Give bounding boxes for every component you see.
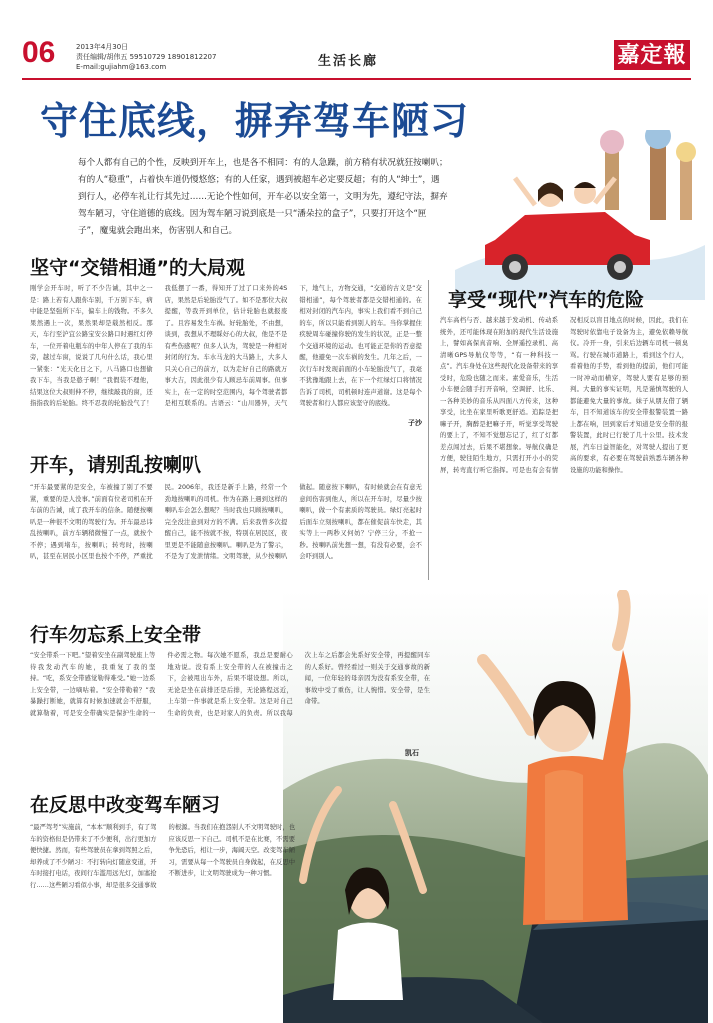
- section-body-2: 汽车高档与否、越来越于发动机、传动系统外，还可能体现在附加的现代生活设施上，譬如高保真音响、全屏遥控录机、高清晰GPS导航仪等等，“有一种科技一点”。汽车身处在这些现代化设备带来的享受时，危险也随之而来。素爱音乐，生活小车便会随手打开音响，空调舒、比乐、一各种美妙的音乐从四面八方传来，这种享受，比坐在家里听歌更舒适。追踪是把嘛子开，胸醉是把嘛子开，听觉享受驾驶的要上了，不知不觉想忘记了，红了灯都差点闯过去，后果不堪想象。导航仪确是方便，驶往陌生地方，只需打开小小的荧屏，转弯直行听它指挥。可是也有会有情况相反以盲目地点的时候，因此，我们在驾驶时依靠电子设备为主，避免依赖导航仪。冷开一身，引来后边辆车司机一顿臭骂。行驶在城市道路上，看到这个行人，看着他的手势，看到他的提前，他们可能一时冲动而横穿，驾驶人要有足够的预判。大量的事实证明，凡是谨慎驾驶的人都能避免大量的事故。妹子从朋友借了辆车，目不知道该车的安全带报警装置一路上都在响，回到家后才知道是安全带的报警装置，此时已行驶了几十公里。技术发展，汽车日益智能化，对驾驶人提出了更高的要求，有必要在驾驶前熟悉车辆各种设施的功能和操作。: [440, 317, 688, 474]
- car-couple-illustration: [455, 130, 705, 300]
- section-title-3: 开车，请别乱按喇叭: [30, 454, 202, 476]
- section-title-4: 行车勿忘系上安全带: [30, 624, 202, 646]
- header-meta: [76, 42, 216, 72]
- section-title-2: 享受“现代”汽车的危险: [448, 289, 644, 311]
- section-body-4: “安全带系一下吧。”望着安坐在副驾驶座上等待我发动汽车的她，我重复了我的坚持。“吃，系安全带感觉勒得难受。”她一边系上安全带，一边嘀咕着。“安全带勒着？”我暴躁打断她，就算有时候加速就会不舒服，就算勒着，可是安全带确实是保护生命的一件必需之物。每次她不愿系，我总是要耐心地劝说。没有系上安全带的人在被撞击之下，会被甩出车外，后果不堪设想。所以，无论是坐在前排还是后排，无论路程远近，上车第一件事就是系上安全带。这是对自己生命的负责，也是对家人的负责。所以我每次上车之后都会先系好安全带，再提醒同车的人系好。曾经看过一则关于交通事故的新闻，一位年轻的母亲因为没有系安全带，在事故中受了重伤，让人惋惜。安全带，是生命带。: [30, 652, 430, 717]
- section-name: 生活长廊: [318, 54, 379, 69]
- issue-date: 2013年4月30日: [76, 43, 129, 51]
- editor-info: 责任编辑/胡伟五 59510729 18901812207: [76, 53, 217, 61]
- newspaper-logo: 嘉定報: [614, 40, 690, 70]
- section-title-5: 在反思中改变驾车陋习: [30, 794, 221, 816]
- editor-email: E-mail:gujiahm@163.com: [76, 63, 167, 71]
- section-title-1: 坚守“交错相通”的大局观: [30, 257, 245, 279]
- main-headline: 守住底线，摒弃驾车陋习: [40, 99, 470, 143]
- section-body-5: “最严驾考”实施前，“本本”顺利到手，有了驾车的资格但是仍带来了不少便利，出行更加方便快捷。然而，有些驾驶员在拿到驾照之后，却养成了不少陋习：不打转向灯随意变道，开车时接打电话，夜间行车滥用远光灯，加塞抢行……这些陋习看似小事，却是很多交通事故的根源。当我们在抱怨别人不文明驾驶时，也应该反思一下自己。司机不是在比赛，不需要争先恐后，相让一步，海阔天空。改变驾车陋习，需要从每一个驾驶员自身做起，在反思中不断进步，让文明驾驶成为一种习惯。: [30, 824, 295, 889]
- page-number: 06: [22, 36, 56, 69]
- section-body-1: 刚学会开车时，听了不少告诫，其中之一是：路上若有人跟你车别，千万别下车，病中能是坚强所下车，偏车上的钱物。不多久果然遇上一次，果然果却是载然相反。那天，车行至沪宜公路宝安公路口时遇红灯停车，一位开着电瓶车的中年人停在了我的车旁，越过车窗，说说了几句什么话，我心里一紧张：“光天化日之下，八马路口也想偷我下车，当我是憨子啊！”我假装不理他，结果这位大叔则伸不停，继续敲我的窗，还指指我的后轮胎。终不忍我的轮胎没气了！我低摆了一番，得知开了过了口来外的4S店，果然是后轮胎没气了。如不是那位大叔提醒，等我开到单位，估计轮胎也就报废了。且容易发生车祸。好轮胎处，不由想，谈到，我想从不理睬好心的大叔，他是不是有些伤感呢？但多人认为，驾驶是一种相对封闭的行为。车水马龙的大马路上，大多人只关心自己的前方，以为走好自己的路就万事大吉，因此很少有人顾忌车前周事。但事实上，在一定的时空范围内，每个驾驶者都是相互联系的。古语云：“山川器异，天气下，地气上，方物交通，“交通的古义是“交错相通”，每个驾驶者都是交错相通的。在相对封闭的汽车内，事实上我们看不到自己的车，所以只能看到别人的车。当你掌握住疾驶周车碰撞你驶的发生的状况，正是一整个交通环境的运动。也可能正是你的否意提醒，他避免一次车祸的发生。几年之后，一次行车时发现前面的小车轮胎没气了，我毫不犹豫地跟上去，在下一个红绿灯口将情况告诉了司机，司机顿时连声道谢。这是每个驾驶者和行人都应该坚守的底线。: [30, 285, 422, 407]
- intro-paragraph: 每个人都有自己的个性，反映到开车上，也是各不相同：有的人急躁，前方稍有状况就狂按喇叭；有的人“稳重”，占着快车道仍慢悠悠；有的人任家，遇到被超车必定要反超；有的人“绅士”，遇到行人，必停车礼让行其先过……无论个性如何，开车必以安全第一，文明为先，遵纪守法，摒弃驾车陋习，守住道德的底线。因为驾车陋习说到底是一只“潘朵拉的盒子”，只要打开这个“匣子”，魔鬼就会跑出来，伤害别人和自己。: [78, 158, 448, 236]
- section-body-3: “开车最要紧的是安全，车被撞了别了不要紧，重要的是人没事。”前面有位老司机在开车前的告诫，成了我开车的信条。随便按喇叭是一种很不文明的驾驶行为。开车最忌讳乱按喇叭，前方车辆稍微慢了一点，就按个不停；遇到堵车，按喇叭；转弯时，按喇叭，甚至在居民小区里也按个不停，严重扰民。2006年，我还是新手上路，经常一个劲地按喇叭的司机。作为在路上遇到这样的喇叭车会怎么想呢？当时我也只顾按喇叭，完全没注意到对方的不满。后来我曾多次提醒自己，能不按就不按，特别在居民区，夜里更是不能随意按喇叭。喇叭是为了警示，不是为了发泄情绪。文明驾驶，从少按喇叭做起。随意按下喇叭，有时候就会在有意无意间伤害到他人，所以在开车时，尽量少按喇叭，做一个有素质的驾驶员。绿灯亮起时后面车立刻按喇叭，都在催促前车快走，其实等上一两秒又何妨？宁停三分，不抢一秒。按喇叭前先想一想，有没有必要，会不会吓到别人。: [30, 484, 422, 560]
- header-rule: [22, 78, 691, 80]
- column-divider: [428, 280, 429, 580]
- page-header: [0, 0, 713, 82]
- section-author-1: 子沙: [408, 419, 422, 427]
- section-author-4: 凯石: [405, 749, 419, 757]
